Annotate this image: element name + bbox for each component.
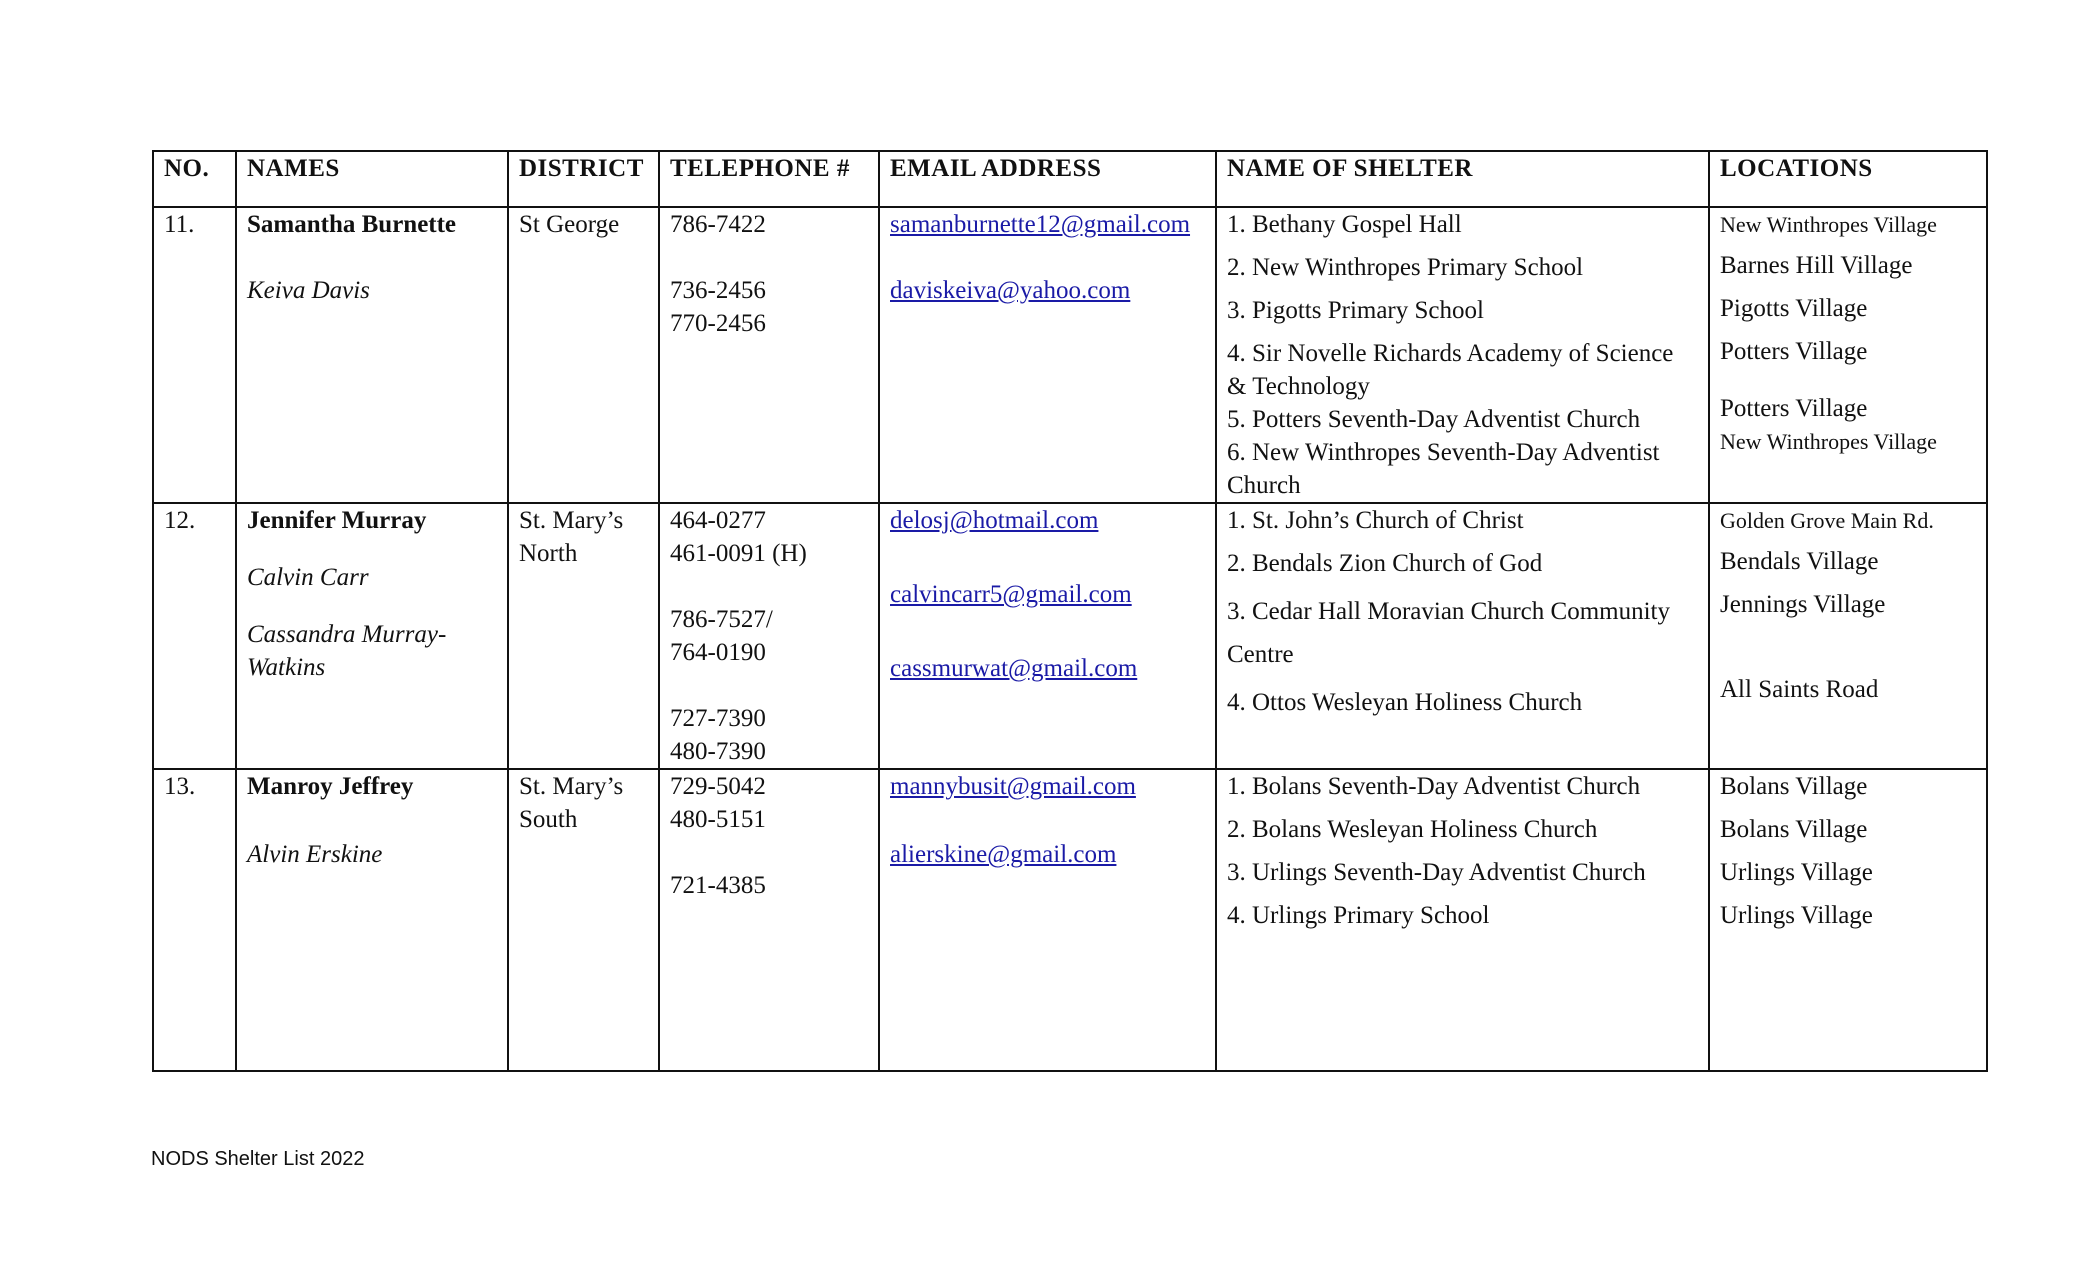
page-footer: NODS Shelter List 2022 bbox=[151, 1148, 365, 1170]
shelter-name: 4. Sir Novelle Richards Academy of Science & Technology bbox=[1227, 340, 1674, 400]
header-telephone: TELEPHONE # bbox=[659, 151, 879, 207]
district-text: St. Mary’s bbox=[519, 773, 624, 800]
names-cell bbox=[236, 503, 508, 769]
phone-number: 764-0190 bbox=[670, 639, 766, 666]
email-cell bbox=[879, 503, 1216, 769]
email-cell bbox=[879, 207, 1216, 503]
secondary-name: Calvin Carr bbox=[247, 564, 369, 591]
location-name: Pigotts Village bbox=[1720, 295, 1868, 322]
row-number: 13. bbox=[153, 769, 236, 1071]
phone-number: 480-7390 bbox=[670, 738, 766, 765]
primary-name: Manroy Jeffrey bbox=[247, 773, 414, 800]
district-cell bbox=[508, 769, 659, 1071]
header-district: DISTRICT bbox=[508, 151, 659, 207]
telephone-cell bbox=[659, 207, 879, 503]
table-row bbox=[153, 769, 1987, 1071]
shelter-name: 3. Urlings Seventh-Day Adventist Church bbox=[1227, 859, 1646, 886]
header-no: NO. bbox=[153, 151, 236, 207]
shelter-name: 4. Ottos Wesleyan Holiness Church bbox=[1227, 689, 1583, 716]
location-name: Jennings Village bbox=[1720, 591, 1886, 618]
email-link[interactable]: calvincarr5@gmail.com bbox=[890, 581, 1132, 608]
email-link[interactable]: mannybusit@gmail.com bbox=[890, 773, 1136, 800]
header-email: EMAIL ADDRESS bbox=[879, 151, 1216, 207]
names-cell bbox=[236, 769, 508, 1071]
locations-cell bbox=[1709, 769, 1987, 1071]
shelter-name: 1. Bethany Gospel Hall bbox=[1227, 211, 1462, 238]
phone-number: 461-0091 (H) bbox=[670, 540, 807, 567]
phone-number: 729-5042 bbox=[670, 773, 766, 800]
primary-name: Jennifer Murray bbox=[247, 507, 427, 534]
district-text: St. Mary’s bbox=[519, 507, 624, 534]
shelter-cell bbox=[1216, 207, 1709, 503]
phone-number: 770-2456 bbox=[670, 310, 766, 337]
shelter-cell bbox=[1216, 769, 1709, 1071]
names-cell bbox=[236, 207, 508, 503]
row-number: 11. bbox=[153, 207, 236, 503]
shelter-name: 2. New Winthropes Primary School bbox=[1227, 254, 1584, 281]
location-name: All Saints Road bbox=[1720, 676, 1879, 703]
primary-name: Samantha Burnette bbox=[247, 211, 457, 238]
phone-number: 721-4385 bbox=[670, 872, 766, 899]
location-name: Barnes Hill Village bbox=[1720, 252, 1913, 279]
shelter-name: 6. New Winthropes Seventh-Day Adventist Church bbox=[1227, 439, 1660, 499]
secondary-name: Cassandra Murray-Watkins bbox=[247, 621, 447, 681]
locations-cell bbox=[1709, 503, 1987, 769]
header-shelter: NAME OF SHELTER bbox=[1216, 151, 1709, 207]
shelter-name: 3. Cedar Hall Moravian Church Community Centre bbox=[1227, 598, 1670, 668]
location-name: New Winthropes Village bbox=[1720, 429, 1937, 454]
location-name: Potters Village bbox=[1720, 395, 1868, 422]
shelter-table bbox=[152, 150, 1988, 1072]
phone-number: 480-5151 bbox=[670, 806, 766, 833]
shelter-name: 5. Potters Seventh-Day Adventist Church bbox=[1227, 406, 1641, 433]
header-locations: LOCATIONS bbox=[1709, 151, 1987, 207]
location-name: Bolans Village bbox=[1720, 816, 1868, 843]
shelter-name: 2. Bendals Zion Church of God bbox=[1227, 550, 1543, 577]
location-name: Urlings Village bbox=[1720, 859, 1873, 886]
district-text: St George bbox=[519, 211, 620, 238]
email-link[interactable]: alierskine@gmail.com bbox=[890, 841, 1117, 868]
telephone-cell bbox=[659, 503, 879, 769]
location-name: Bendals Village bbox=[1720, 548, 1879, 575]
email-link[interactable]: daviskeiva@yahoo.com bbox=[890, 277, 1131, 304]
shelter-cell bbox=[1216, 503, 1709, 769]
email-link[interactable]: delosj@hotmail.com bbox=[890, 507, 1099, 534]
district-cell bbox=[508, 207, 659, 503]
location-name: New Winthropes Village bbox=[1720, 212, 1937, 237]
secondary-name: Keiva Davis bbox=[247, 277, 370, 304]
row-number: 12. bbox=[153, 503, 236, 769]
shelter-name: 1. St. John’s Church of Christ bbox=[1227, 507, 1524, 534]
telephone-cell bbox=[659, 769, 879, 1071]
phone-number: 786-7527/ bbox=[670, 606, 773, 633]
location-name: Potters Village bbox=[1720, 338, 1868, 365]
email-link[interactable]: samanburnette12@gmail.com bbox=[890, 211, 1191, 238]
phone-number: 736-2456 bbox=[670, 277, 766, 304]
email-cell bbox=[879, 769, 1216, 1071]
header-row bbox=[153, 151, 1987, 207]
phone-number: 464-0277 bbox=[670, 507, 766, 534]
location-name: Bolans Village bbox=[1720, 773, 1868, 800]
phone-number: 727-7390 bbox=[670, 705, 766, 732]
locations-cell bbox=[1709, 207, 1987, 503]
district-text: North bbox=[519, 540, 578, 567]
table-row bbox=[153, 503, 1987, 769]
shelter-name: 2. Bolans Wesleyan Holiness Church bbox=[1227, 816, 1598, 843]
location-name: Golden Grove Main Rd. bbox=[1720, 508, 1934, 533]
secondary-name: Alvin Erskine bbox=[247, 841, 383, 868]
header-names: NAMES bbox=[236, 151, 508, 207]
district-text: South bbox=[519, 806, 578, 833]
email-link[interactable]: cassmurwat@gmail.com bbox=[890, 655, 1138, 682]
location-name: Urlings Village bbox=[1720, 902, 1873, 929]
shelter-name: 4. Urlings Primary School bbox=[1227, 902, 1490, 929]
shelter-name: 3. Pigotts Primary School bbox=[1227, 297, 1484, 324]
table-row bbox=[153, 207, 1987, 503]
phone-number: 786-7422 bbox=[670, 211, 766, 238]
shelter-name: 1. Bolans Seventh-Day Adventist Church bbox=[1227, 773, 1641, 800]
district-cell bbox=[508, 503, 659, 769]
